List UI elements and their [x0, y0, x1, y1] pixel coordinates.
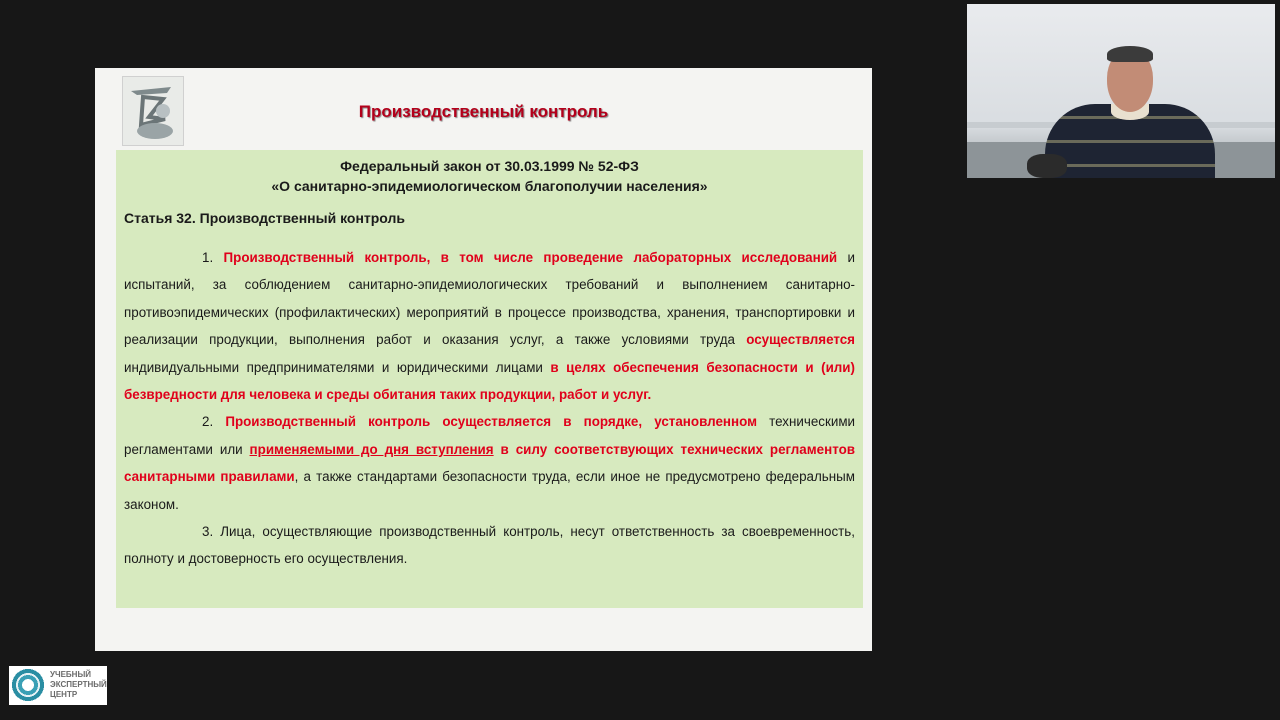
- paragraph-1-highlight-1: Производственный контроль, в том числе проведение лабораторных исследований: [223, 250, 838, 265]
- brand-text: [50, 670, 107, 700]
- paragraph-1-highlight-3: в целях обеспечения безопасности и (или) безвредности для человека и среды обитания таких продукции, работ и услуг.: [124, 359, 855, 403]
- article-heading: Статья 32. Производственный контроль: [124, 210, 406, 226]
- expert-center-logo-icon: [11, 668, 45, 702]
- paragraph-3: 3. Лица, осуществляющие производственный контроль, несут ответственность за своевременность, полноту и достоверность его осуществления.: [124, 524, 855, 567]
- brand-line-1: УЧЕБНЫЙ: [50, 670, 92, 679]
- webcam-video: [967, 4, 1275, 178]
- paragraph-1-number: 1.: [202, 250, 224, 265]
- paragraph-1-text-2: индивидуальными предпринимателями и юридическими лицами: [124, 359, 551, 375]
- speaker-hair: [1107, 46, 1153, 62]
- paragraph-1-text-1: и испытаний, за соблюдением санитарно-эпидемиологических требований и выполнением санитарно-противоэпидемических (профилактических) мероприятий в процессе производства, хранения, транспортировки и реализации продукции, выполнения работ и оказания услуг, а также условиями труда: [124, 250, 855, 348]
- law-text-box: [116, 150, 863, 608]
- slide-title: Производственный контроль: [358, 102, 609, 121]
- paragraph-2-underlined: применяемыми до дня вступления: [249, 441, 494, 457]
- law-title-line2: «О санитарно-эпидемиологическом благополучии населения»: [271, 178, 708, 194]
- brand-badge: [9, 666, 107, 705]
- paragraph-2-highlight-1: Производственный контроль осуществляется в порядке, установленном: [225, 414, 757, 430]
- speaker-hands: [1027, 154, 1067, 178]
- paragraph-2: [124, 408, 855, 518]
- paragraph-1: [124, 244, 855, 408]
- paragraph-2-number: 2.: [202, 414, 226, 430]
- brand-line-3: ЦЕНТР: [50, 690, 78, 699]
- paragraph-2-text-2: , а также стандартами безопасности труда, если иное не предусмотрено федеральным законом.: [124, 469, 855, 512]
- paragraph-2-highlight-2: в силу соответствующих технических регламентов санитарными правилами: [124, 441, 855, 485]
- paragraph-1-highlight-2: осуществляется: [746, 332, 855, 348]
- paragraph-2-text-1: техническими регламентами или: [124, 414, 855, 457]
- law-title-line1: Федеральный закон от 30.03.1999 № 52-ФЗ: [340, 158, 639, 174]
- presentation-slide: [95, 68, 872, 651]
- brand-line-2: ЭКСПЕРТНЫЙ: [50, 680, 107, 689]
